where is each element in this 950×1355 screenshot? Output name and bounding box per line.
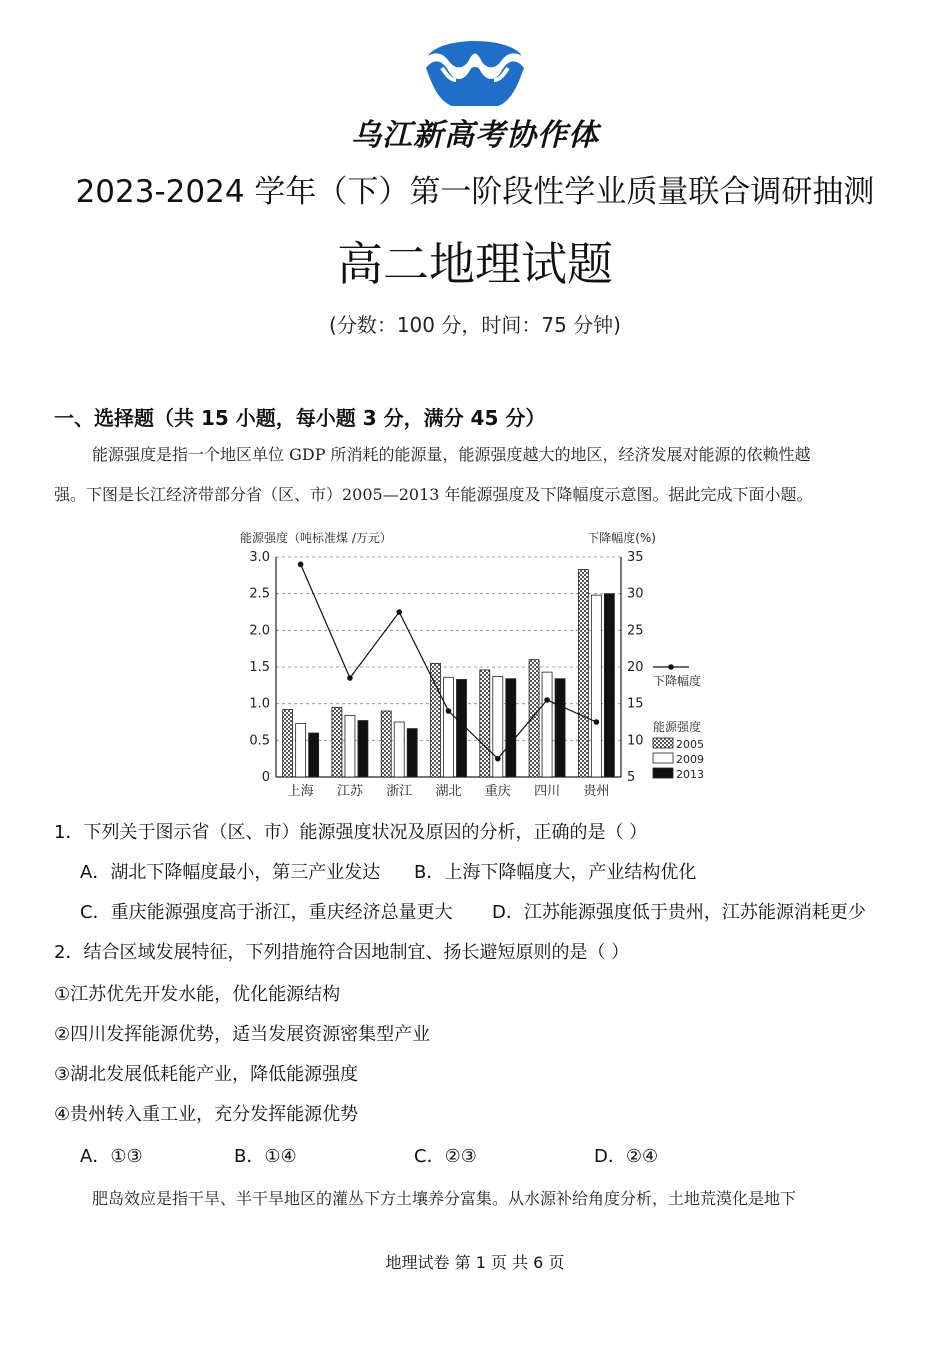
y2-tick-label: 35 [627, 550, 644, 565]
bar-2013-江苏 [358, 721, 368, 777]
bar-2005-上海 [283, 710, 293, 777]
y-tick-label: 1.5 [249, 660, 270, 675]
question-2-item-2: ②四川发挥能源优势，适当发展资源密集型产业 [54, 1024, 431, 1045]
x-tick-label: 上海 [287, 784, 314, 799]
legend-swatch-2009 [653, 753, 673, 763]
y2-tick-label: 10 [627, 733, 644, 749]
legend-label-2013: 2013 [676, 768, 704, 781]
decline-point-江苏 [347, 675, 353, 681]
legend-label-2005: 2005 [676, 738, 704, 751]
y2-axis-title: 下降幅度(%) [587, 531, 656, 545]
x-tick-label: 浙江 [386, 784, 413, 799]
y-tick-label: 2.5 [249, 586, 270, 602]
x-tick-label: 江苏 [336, 784, 363, 799]
decline-point-浙江 [396, 609, 402, 615]
page-footer: 地理试卷 第 1 页 共 6 页 [385, 1253, 565, 1272]
bar-2005-贵州 [578, 569, 588, 777]
section-heading: 一、选择题（共 15 小题，每小题 3 分，满分 45 分） [54, 406, 546, 430]
intro-line-2: 强。下图是长江经济带部分省（区、市）2005—2013 年能源强度及下降幅度示意图。据此完成下面小题。 [54, 485, 813, 504]
y2-tick-label: 15 [627, 696, 644, 712]
question-2-item-1: ①江苏优先开发水能，优化能源结构 [54, 984, 341, 1005]
bar-2009-上海 [296, 723, 306, 777]
logo-mark-icon [420, 30, 530, 110]
legend-bar-title: 能源强度 [653, 720, 702, 734]
decline-point-重庆 [495, 756, 501, 762]
y2-tick-label: 5 [627, 770, 636, 785]
bar-2005-湖北 [431, 663, 441, 777]
exam-title: 2023-2024 学年（下）第一阶段性学业质量联合调研抽测 [75, 174, 875, 210]
question-1-option-a[interactable]: A．湖北下降幅度最小，第三产业发达 [80, 862, 381, 883]
legend-swatch-2005 [653, 738, 673, 748]
legend-label-2009: 2009 [676, 753, 704, 766]
bar-2005-浙江 [381, 711, 391, 777]
y-tick-label: 2.0 [249, 623, 270, 639]
question-1-option-d[interactable]: D．江苏能源强度低于贵州，江苏能源消耗更少 [492, 902, 866, 923]
bar-2005-重庆 [480, 670, 490, 777]
energy-intensity-chart [236, 522, 716, 802]
legend-line-dot [668, 664, 674, 670]
logo [0, 30, 950, 110]
question-2-option-c[interactable]: C．②③ [414, 1146, 477, 1167]
bar-2013-重庆 [506, 679, 516, 777]
y-tick-label: 0 [261, 770, 270, 785]
bar-2013-湖北 [457, 679, 467, 777]
x-tick-label: 贵州 [583, 784, 610, 799]
question-1-option-c[interactable]: C．重庆能源强度高于浙江，重庆经济总量更大 [80, 902, 453, 923]
y2-tick-label: 20 [627, 660, 644, 675]
legend-line-label: 下降幅度 [653, 674, 702, 688]
y-tick-label: 1.0 [249, 696, 270, 712]
bar-2005-江苏 [332, 707, 342, 777]
subject-title: 高二地理试题 [337, 237, 613, 291]
bar-2013-上海 [309, 733, 319, 777]
question-2-option-a[interactable]: A．①③ [80, 1146, 143, 1167]
legend-swatch-2013 [653, 768, 673, 778]
question-1-stem: 1．下列关于图示省（区、市）能源强度状况及原因的分析，正确的是（ ） [54, 822, 648, 843]
bar-2005-四川 [529, 660, 539, 777]
bar-2009-湖北 [444, 677, 454, 777]
bar-2013-浙江 [407, 729, 417, 777]
bar-2009-江苏 [345, 715, 355, 777]
x-tick-label: 四川 [534, 784, 561, 799]
bar-2009-浙江 [394, 722, 404, 777]
question-2-option-b[interactable]: B．①④ [234, 1146, 297, 1167]
question-2-option-d[interactable]: D．②④ [594, 1146, 659, 1167]
y2-tick-label: 30 [627, 586, 644, 602]
decline-point-四川 [544, 697, 550, 703]
y-axis-title: 能源强度（吨标准煤 /万元） [240, 531, 392, 545]
bar-2009-重庆 [493, 677, 503, 777]
question-1-option-b[interactable]: B．上海下降幅度大，产业结构优化 [414, 862, 697, 883]
decline-point-贵州 [594, 719, 600, 725]
question-2-stem: 2．结合区域发展特征，下列措施符合因地制宜、扬长避短原则的是（ ） [54, 942, 630, 963]
intro-line-1: 能源强度是指一个地区单位 GDP 所消耗的能源量，能源强度越大的地区，经济发展对能源的依赖性越 [92, 445, 811, 464]
bar-2013-四川 [555, 679, 565, 777]
question-2-item-3: ③湖北发展低耗能产业，降低能源强度 [54, 1064, 359, 1085]
decline-point-湖北 [446, 708, 452, 714]
exam-meta: (分数：100 分，时间：75 分钟) [329, 313, 621, 337]
x-tick-label: 重庆 [484, 784, 511, 799]
bar-2013-贵州 [604, 594, 614, 777]
decline-point-上海 [298, 562, 304, 568]
y2-tick-label: 25 [627, 623, 644, 639]
question-2-item-4: ④贵州转入重工业，充分发挥能源优势 [54, 1104, 359, 1125]
logo-text: 乌江新高考协作体 [351, 118, 599, 153]
bar-2009-四川 [542, 672, 552, 777]
y-tick-label: 0.5 [249, 733, 270, 749]
bar-2009-贵州 [591, 595, 601, 777]
next-passage-line: 肥岛效应是指干旱、半干旱地区的灌丛下方土壤养分富集。从水源补给角度分析，土地荒漠化是地下 [92, 1189, 797, 1208]
x-tick-label: 湖北 [435, 784, 462, 799]
y-tick-label: 3.0 [249, 550, 270, 565]
